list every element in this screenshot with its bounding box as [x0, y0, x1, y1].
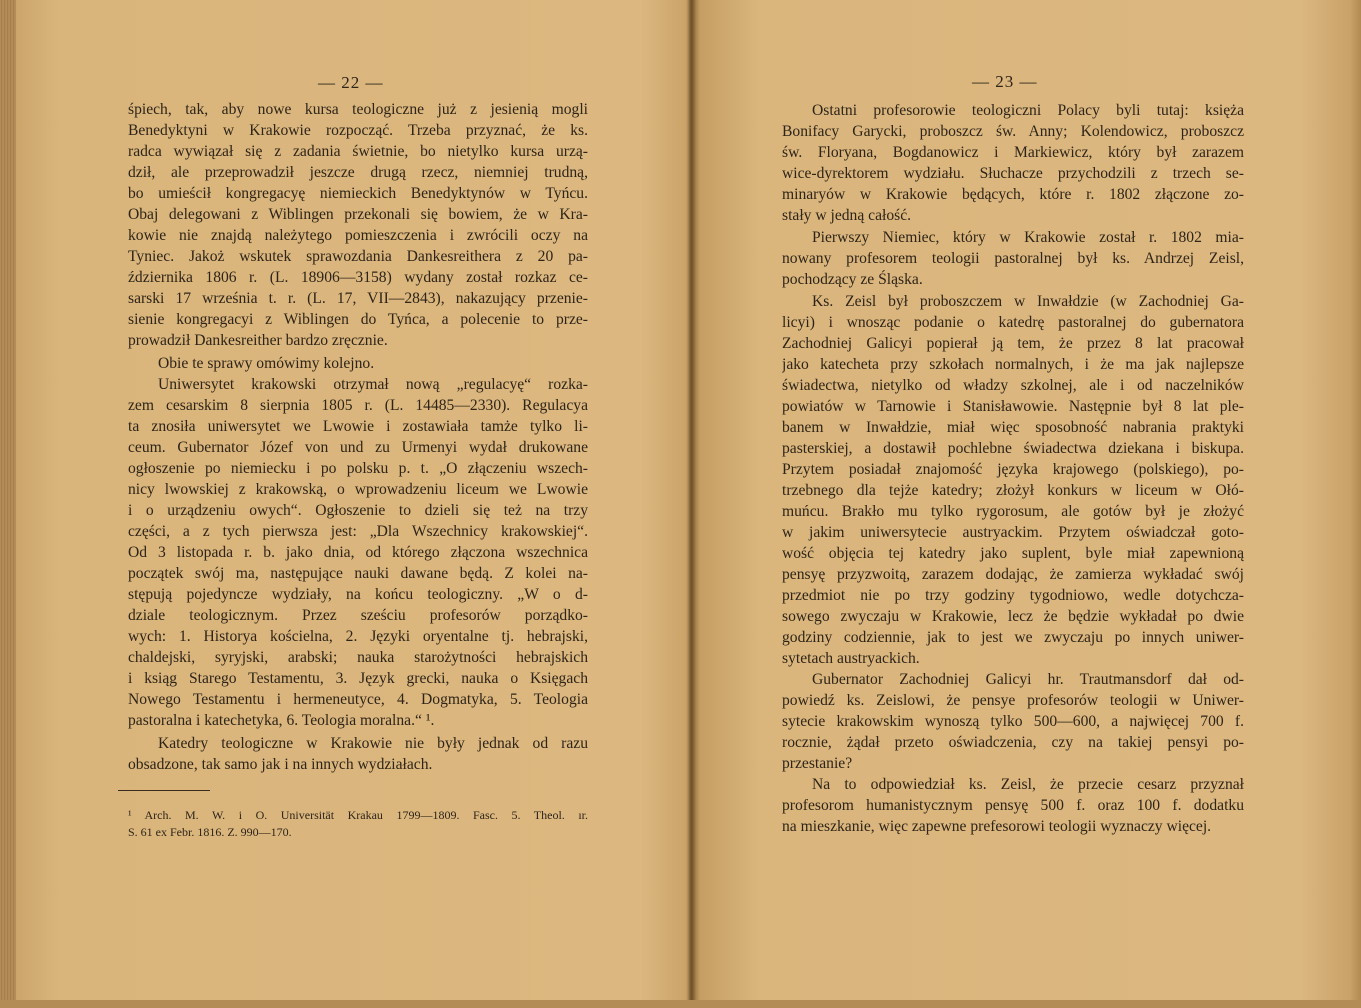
text-line: Gubernator Zachodniej Galicyi hr. Trautmansdorf dał od- [812, 671, 1244, 688]
footnote-rule [118, 790, 210, 791]
text-line: początek swój ma, następujące nauki dawane będą. Z kolei na- [128, 565, 588, 582]
text-line: Obie te sprawy omówimy kolejno. [158, 355, 375, 372]
text-line: radca wywiązał się z zadania świetnie, bo nietylko kursa urzą- [128, 143, 588, 160]
footnote-line: ¹ Arch. M. W. i O. Universität Krakau 1799—1809. Fasc. 5. Theol. ır. [128, 808, 588, 822]
text-line: Ostatni profesorowie teologiczni Polacy byli tutaj: księża [812, 102, 1244, 119]
text-line: Przytem posiadał znajomość języka krajowego (polskiego), po- [782, 461, 1244, 478]
text-line: pasterskiej, a dostawił pochlebne świadectwa dziekana i biskupa. [782, 440, 1244, 457]
text-line: dził, ale przeprowadził jeszcze drugą rzecz, niemniej trudną, [128, 164, 588, 181]
text-line: ta znosiła uniwersytet we Lwowie i zostawiała tamże tylko li- [128, 418, 588, 435]
text-line: jako katecheta przy szkołach normalnych, i że ma jak najlepsze [782, 356, 1244, 373]
text-line: śpiech, tak, aby nowe kursa teologiczne już z jesienią mogli [128, 101, 588, 118]
text-line: Od 3 listopada r. b. jako dnia, od którego złączona wszechnica [128, 544, 588, 561]
text-line: kowie nie znajdą należytego pomieszczenia i zwrócili oczy na [128, 227, 588, 244]
text-line: banem w Inwałdzie, miał więc sposobność nabrania praktyki [782, 419, 1244, 436]
text-line: licyi) i wnosząc podanie o katedrę pastoralnej do gubernatora [782, 314, 1244, 331]
text-line: przestanie? [782, 755, 853, 772]
text-line: prowadził Dankesreither bardzo zręcznie. [128, 332, 388, 349]
text-line: Pierwszy Niemiec, który w Krakowie został r. 1802 mia- [812, 229, 1244, 246]
text-line: św. Floryana, Bogdanowicz i Markiewicz, który był zarazem [782, 144, 1244, 161]
text-line: ceum. Gubernator Józef von und zu Urmenyi wydał drukowane [128, 439, 588, 456]
text-line: nowany profesorem teologii pastoralnej był ks. Andrzej Zeisl, [782, 250, 1244, 267]
text-line: Zachodniej Galicyi popierał ją tem, że przez 8 lat pracował [782, 335, 1244, 352]
text-line: Obaj delegowani z Wiblingen przekonali się bowiem, że w Kra- [128, 206, 588, 223]
text-line: przedmiot nie po trzy godziny tygodniowo, wedle dotychcza- [782, 587, 1244, 604]
text-line: Na to odpowiedział ks. Zeisl, że przecie cesarz przyznał [812, 776, 1244, 793]
text-line: Bonifacy Garycki, proboszcz św. Anny; Kolendowicz, proboszcz [782, 123, 1244, 140]
text-line: w jakim uniwersytecie austryackim. Przytem oświadczał goto- [782, 524, 1244, 541]
text-line: i o urządzeniu owych“. Ogłoszenie to dzieli się też na trzy [128, 502, 588, 519]
text-line: minaryów w Krakowie będących, które r. 1802 złączone zo- [782, 186, 1244, 203]
text-line: Ks. Zeisl był proboszczem w Inwałdzie (w Zachodniej Ga- [812, 293, 1244, 310]
text-line: sowego zwyczaju w Krakowie, lecz że będzie wykładał po dwie [782, 608, 1244, 625]
text-line: Benedyktyni w Krakowie rozpocząć. Trzeba przyznać, że ks. [128, 122, 588, 139]
text-line: i ksiąg Starego Testamentu, 3. Język grecki, nauka o Księgach [128, 670, 588, 687]
footnote-line: S. 61 ex Febr. 1816. Z. 990—170. [128, 825, 292, 839]
text-line: ogłoszenie po niemiecku i po polsku p. t. „O złączeniu wszech- [128, 460, 588, 477]
text-line: pastoralna i katechetyka, 6. Teologia moralna.“ ¹. [128, 712, 435, 729]
text-line: zem cesarskim 8 sierpnia 1805 r. (L. 14485—2330). Regulacya [128, 397, 588, 414]
text-line: części, a z tych pierwsza jest: „Dla Wszechnicy krakowskiej“. [128, 523, 588, 540]
text-line: wych: 1. Historya kościelna, 2. Języki oryentalne tj. hebrajski, [128, 628, 588, 645]
text-line: Nowego Testamentu i hermeneutyce, 4. Dogmatyka, 5. Teologia [128, 691, 588, 708]
text-line: rocznie, żądał przeto oświadczenia, czy na takiej pensyi po- [782, 734, 1244, 751]
text-line: Uniwersytet krakowski otrzymał nową „regulacyę“ rozka- [158, 376, 588, 393]
text-line: świadectwa, nietylko od władzy szkolnej, ale i od naczelników [782, 377, 1244, 394]
text-line: bo umieścił kongregacyę niemieckich Benedyktynów w Tyńcu. [128, 185, 588, 202]
text-line: wice-dyrektorem wydziału. Słuchacze przychodzili z trzech se- [782, 165, 1244, 182]
text-line: sienie kongregacyi z Wiblingen do Tyńca, a polecenie to prze- [128, 311, 588, 328]
text-line: powiedź ks. Zeislowi, że pensye profesorów teologii w Uniwer- [782, 692, 1244, 709]
page-number: — 23 — [972, 72, 1038, 91]
text-line: powiatów w Tarnowie i Stanisławowie. Następnie był 8 lat ple- [782, 398, 1244, 415]
text-line: sytetach austryackich. [782, 650, 920, 667]
text-line: stępują pojedyncze wydziały, na końcu teologiczny. „W o d- [128, 586, 588, 603]
right-page [696, 0, 1361, 1008]
text-line: obsadzone, tak samo jak i na innych wydziałach. [128, 756, 433, 773]
text-line: profesorom humanistycznym pensyę 500 f. oraz 100 f. dodatku [782, 797, 1244, 814]
text-line: godziny codziennie, jak to jest we zwyczaju po innych uniwer- [782, 629, 1244, 646]
text-line: trzebnego dla tejże katedry; złożył konkurs w liceum w Ołó- [782, 482, 1244, 499]
text-line: chaldejski, syryjski, arabski; nauka starożytności hebrajskich [128, 649, 588, 666]
text-line: Tyniec. Jakoż wskutek sprawozdania Dankesreithera z 20 pa- [128, 248, 588, 265]
text-line: ździernika 1806 r. (L. 18906—3158) wydany został rozkaz ce- [128, 269, 588, 286]
text-line: nicy lwowskiej z krakowską, o wprowadzeniu liceum we Lwowie [128, 481, 588, 498]
text-line: muńcu. Brakło mu tylko rygorosum, ale gotów był je złożyć [782, 503, 1244, 520]
text-line: stały w jedną całość. [782, 207, 912, 224]
text-line: pensyę przyzwoitą, zarazem dodając, że zamierza wykładać swój [782, 566, 1244, 583]
text-line: sarski 17 września t. r. (L. 17, VII—2843), nakazujący przenie- [128, 290, 588, 307]
text-line: pochodzący ze Śląska. [782, 271, 923, 288]
page-number: — 22 — [318, 73, 384, 92]
text-line: na mieszkanie, więc zapewne prefesorowi teologii wyznaczy więcej. [782, 818, 1212, 835]
text-line: Katedry teologiczne w Krakowie nie były jednak od razu [158, 735, 588, 752]
text-line: sytecie krakowskim wynoszą tylko 500—600, a najwięcej 700 f. [782, 713, 1244, 730]
text-line: dziale teologicznym. Przez sześciu profesorów porządko- [128, 607, 588, 624]
text-line: wość objęcia tej katedry jako suplent, byle miał zapewnioną [782, 545, 1244, 562]
